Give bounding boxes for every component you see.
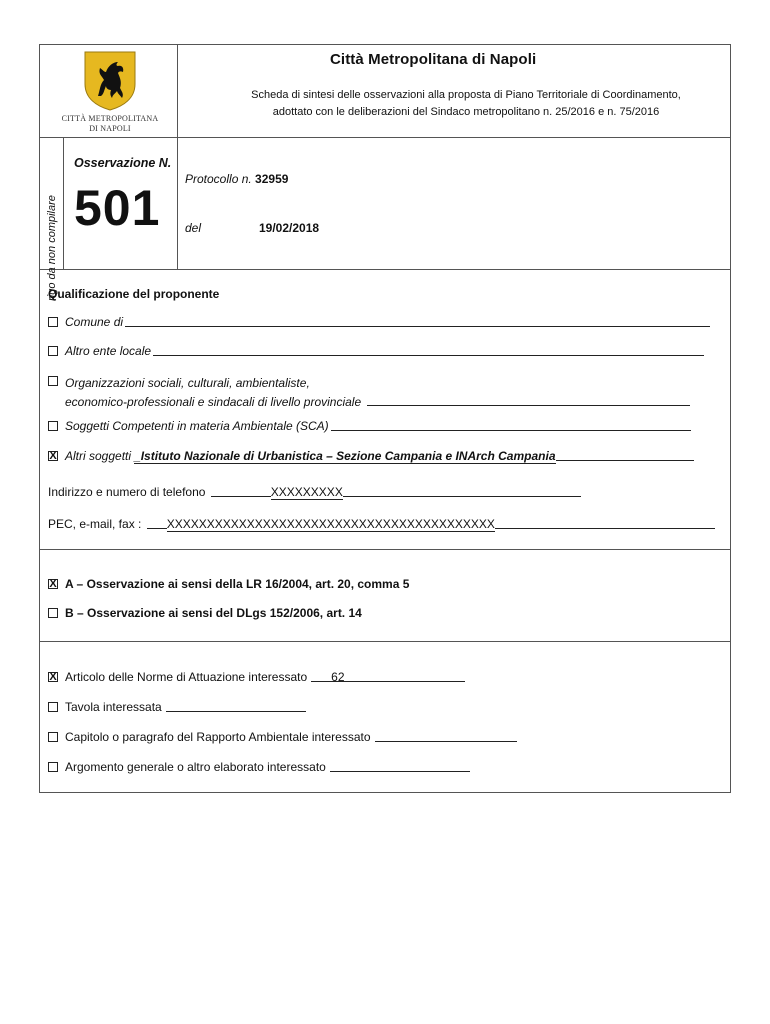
pec-row (48, 517, 715, 531)
option-comune-label: Comune di (65, 315, 124, 329)
address-value[interactable]: XXXXXXXXX (270, 485, 343, 499)
option-argomento-label: Argomento generale o altro elaborato interessato (65, 760, 326, 774)
option-type-a[interactable] (48, 577, 409, 591)
option-type-b-label: B – Osservazione ai sensi del DLgs 152/2006, art. 14 (65, 606, 362, 620)
date-label: del (185, 221, 202, 235)
pec-label: PEC, e-mail, fax : (48, 517, 142, 531)
horse-crest-icon (82, 50, 138, 112)
comune-field[interactable] (125, 315, 710, 327)
option-organizzazioni-text (65, 374, 690, 412)
page-subtitle (198, 87, 734, 121)
checkbox-organizzazioni[interactable] (48, 376, 58, 386)
subtitle-line-1: Scheda di sintesi delle osservazioni alla proposta di Piano Territoriale di Coordinamento, (251, 89, 681, 101)
option-tavola[interactable] (48, 700, 306, 714)
articolo-fill (311, 670, 331, 682)
option-organizzazioni-label: Organizzazioni sociali, culturali, ambientaliste, (65, 376, 310, 390)
protocol (185, 172, 288, 186)
logo-line-2: DI NAPOLI (89, 124, 131, 133)
checkbox-altro-ente[interactable] (48, 346, 58, 356)
divider-header (40, 137, 730, 138)
observation-number: 501 (74, 180, 161, 236)
organizzazioni-field[interactable] (367, 394, 690, 406)
address-fill (211, 485, 271, 497)
sca-field[interactable] (331, 419, 691, 431)
capitolo-field[interactable] (375, 730, 517, 742)
option-capitolo[interactable] (48, 730, 517, 744)
qualification-title: Qualificazione del proponente (48, 287, 220, 301)
tavola-field[interactable] (166, 700, 306, 712)
altri-soggetti-value[interactable]: _Istituto Nazionale di Urbanistica – Sezione Campania e INArch Campania (134, 449, 556, 463)
divider-type (40, 641, 730, 642)
protocol-label: Protocollo n. (185, 172, 252, 186)
pec-fill (147, 517, 167, 529)
page-title: Città Metropolitana di Napoli (330, 51, 537, 68)
argomento-field[interactable] (330, 760, 470, 772)
option-sca[interactable] (48, 419, 691, 433)
logo-line-1: CITTÀ METROPOLITANA (61, 114, 159, 123)
altro-ente-field[interactable] (153, 344, 704, 356)
address-fill-2 (343, 485, 581, 497)
option-articolo-text: Articolo delle Norme di Attuazione interessato (65, 670, 308, 684)
address-row (48, 485, 581, 499)
altri-soggetti-fill (556, 449, 694, 461)
divider-logo-column (177, 45, 178, 269)
checkbox-sca[interactable] (48, 421, 58, 431)
address-label: Indirizzo e numero di telefono (48, 485, 206, 499)
option-altri-soggetti-label: Altri soggetti (65, 449, 132, 463)
option-altro-ente[interactable] (48, 344, 704, 358)
checkbox-argomento[interactable] (48, 762, 58, 772)
option-organizzazioni-label-2: economico-professionali e sindacali di livello provinciale (65, 395, 362, 409)
divider-qualification (40, 549, 730, 550)
subtitle-line-2: adottato con le deliberazioni del Sindaco metropolitano n. 25/2016 e n. 75/2016 (272, 106, 660, 118)
option-sca-label: Soggetti Competenti in materia Ambientale (SCA) (65, 419, 329, 433)
altri-soggetti-text: Istituto Nazionale di Urbanistica – Sezione Campania e INArch Campania (140, 449, 556, 463)
checkbox-articolo[interactable]: X (49, 671, 57, 683)
divider-observation (40, 269, 730, 270)
articolo-value[interactable]: 62 (331, 670, 345, 684)
checkbox-comune[interactable] (48, 317, 58, 327)
option-tavola-label: Tavola interessata (65, 700, 162, 714)
protocol-value: 32959 (255, 172, 289, 186)
divider-side-note (63, 137, 64, 269)
pec-value[interactable]: XXXXXXXXXXXXXXXXXXXXXXXXXXXXXXXXXXXXXXXXX (166, 517, 495, 531)
checkbox-tavola[interactable] (48, 702, 58, 712)
form-frame (39, 44, 731, 793)
date-value: 19/02/2018 (259, 221, 320, 235)
observation-label: Osservazione N. (74, 156, 172, 170)
side-note-text: rigo da non compilare (46, 195, 58, 301)
articolo-fill-2 (345, 670, 465, 682)
option-altri-soggetti[interactable] (48, 449, 694, 464)
option-organizzazioni[interactable] (48, 374, 690, 412)
logo (55, 50, 165, 134)
option-capitolo-label: Capitolo o paragrafo del Rapporto Ambientale interessato (65, 730, 371, 744)
option-comune[interactable] (48, 315, 710, 329)
checkbox-capitolo[interactable] (48, 732, 58, 742)
checkbox-type-b[interactable] (48, 608, 58, 618)
checkbox-altri-soggetti[interactable]: X (49, 450, 57, 462)
pec-fill-2 (495, 517, 715, 529)
checkbox-type-a[interactable]: X (49, 578, 57, 590)
option-altro-ente-label: Altro ente locale (65, 344, 152, 358)
option-type-a-label: A – Osservazione ai sensi della LR 16/2004, art. 20, comma 5 (65, 577, 410, 591)
option-argomento[interactable] (48, 760, 470, 774)
option-type-b[interactable] (48, 606, 362, 620)
option-articolo[interactable] (48, 670, 465, 684)
